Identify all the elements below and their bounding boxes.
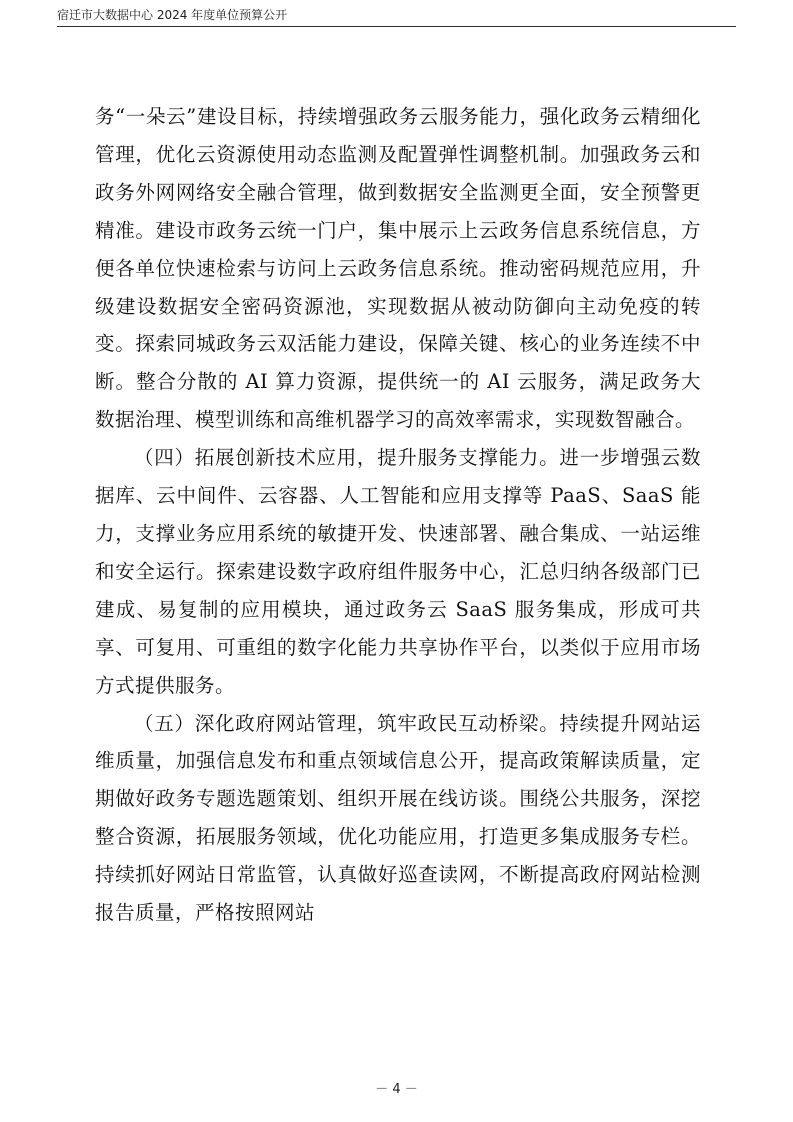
paragraph-3: （五）深化政府网站管理，筑牢政民互动桥梁。持续提升网站运维质量，加强信息发布和重点领域信息公开，提高政策解读质量，定期做好政务专题选题策划、组织开展在线访谈。围绕公共服务，深挖整合资源，拓展服务领域，优化功能应用，打造更多集成服务专栏。持续抓好网站日常监管，认真做好巡查读网，不断提高政府网站检测报告质量，严格按照网站 [95,711,701,925]
header-rule [57,26,736,27]
paragraph-1: 务“一朵云”建设目标，持续增强政务云服务能力，强化政务云精细化管理，优化云资源使用动态监测及配置弹性调整机制。加强政务云和政务外网网络安全融合管理，做到数据安全监测更全面，安全预警更精准。建设市政务云统一门户，集中展示上云政务信息系统信息，方便各单位快速检索与访问上云政务信息系统。推动密码规范应用，升级建设数据安全密码资源池，实现数据从被动防御向主动免疫的转变。探索同城政务云双活能力建设，保障关键、核心的业务连续不中断。整合分散的 AI 算力资源，提供统一的 AI 云服务，满足政务大数据治理、模型训练和高维机器学习的高效率需求，实现数智融合。 [95,105,701,432]
paragraph-2: （四）拓展创新技术应用，提升服务支撑能力。进一步增强云数据库、云中间件、云容器、人工智能和应用支撑等 PaaS、SaaS 能力，支撑业务应用系统的敏捷开发、快速部署、融合集成、一站运维和安全运行。探索建设数字政府组件服务中心，汇总归纳各级部门已建成、易复制的应用模块，通过政务云 SaaS 服务集成，形成可共享、可复用、可重组的数字化能力共享协作平台，以类似于应用市场方式提供服务。 [95,446,701,697]
page-number: － 4 － [375,1082,418,1097]
document-body [95,98,701,932]
page-header: 宿迁市大数据中心 2024 年度单位预算公开 [57,8,288,22]
